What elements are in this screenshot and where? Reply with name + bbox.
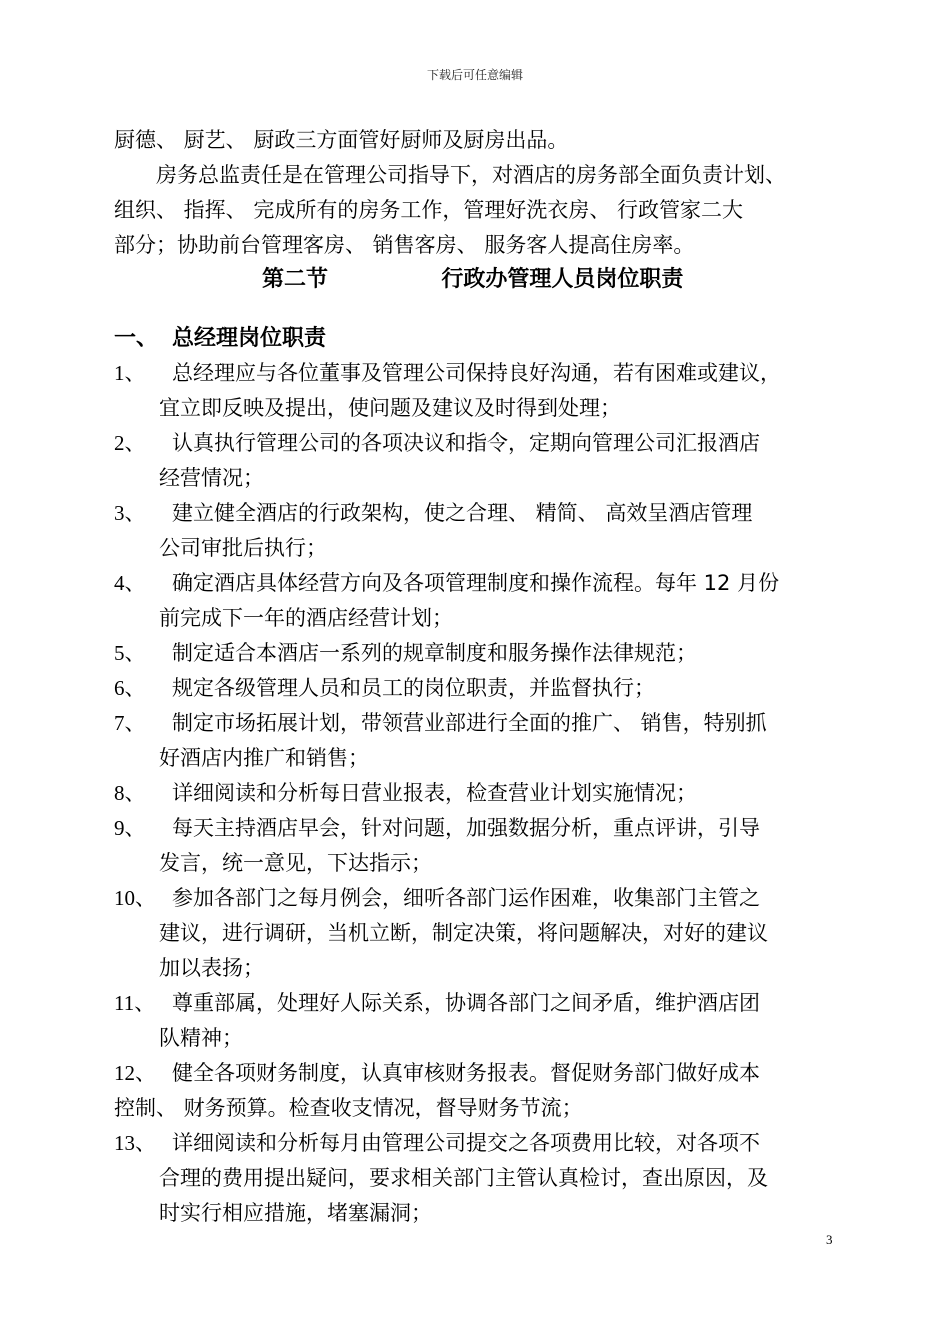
list-item [114, 988, 844, 1018]
subsection-heading [114, 323, 844, 354]
item-number: 2、 [114, 431, 146, 455]
list-item-continuation: 经营情况； [159, 466, 264, 490]
item-number: 9、 [114, 816, 146, 840]
section-title: 行政办管理人员岗位职责 [441, 267, 684, 292]
intro-line-4: 部分；协助前台管理客房、 销售客房、 服务客人提高住房率。 [114, 233, 695, 257]
list-item [114, 1058, 844, 1088]
list-item [114, 428, 844, 458]
item-number: 6、 [114, 676, 146, 700]
list-item [114, 778, 844, 808]
page-header-watermark: 下载后可任意编辑 [426, 68, 523, 82]
item-number: 11、 [114, 991, 156, 1015]
item-text: 详细阅读和分析每月由管理公司提交之各项费用比较，对各项不 [172, 1131, 760, 1155]
list-item-continuation: 合理的费用提出疑问，要求相关部门主管认真检讨，查出原因，及 [159, 1166, 768, 1190]
subsection-number: 一、 [114, 325, 159, 350]
item-text: 参加各部门之每月例会，细听各部门运作困难，收集部门主管之 [172, 886, 760, 910]
list-item-continuation: 建议，进行调研，当机立断，制定决策，将问题解决，对好的建议 [159, 921, 768, 945]
list-item-continuation: 前完成下一年的酒店经营计划； [159, 606, 453, 630]
intro-line-3: 组织、 指挥、 完成所有的房务工作，管理好洗衣房、 行政管家二大 [114, 198, 744, 222]
item-text: 总经理应与各位董事及管理公司保持良好沟通，若有困难或建议， [172, 361, 781, 385]
list-item-continuation: 时实行相应措施，堵塞漏洞； [159, 1201, 432, 1225]
list-item [114, 358, 844, 388]
list-item-continuation: 宜立即反映及提出，使问题及建议及时得到处理； [159, 396, 621, 420]
list-item-continuation: 发言，统一意见，下达指示； [159, 851, 432, 875]
list-item-continuation: 加以表扬； [159, 956, 264, 980]
item-number: 1、 [114, 361, 146, 385]
item-number: 3、 [114, 501, 146, 525]
list-item-continuation: 队精神； [159, 1026, 243, 1050]
intro-line-1: 厨德、 厨艺、 厨政三方面管好厨师及厨房出品。 [114, 128, 569, 152]
intro-line-2: 房务总监责任是在管理公司指导下，对酒店的房务部全面负责计划、 [114, 163, 786, 187]
item-text: 制定适合本酒店一系列的规章制度和服务操作法律规范； [172, 641, 697, 665]
list-item-continuation: 控制、 财务预算。检查收支情况，督导财务节流； [114, 1096, 583, 1120]
section-number: 第二节 [262, 267, 329, 292]
item-text: 制定市场拓展计划，带领营业部进行全面的推广、 销售，特别抓 [172, 711, 767, 735]
list-item [114, 568, 844, 598]
subsection-title: 总经理岗位职责 [172, 326, 327, 351]
item-text: 确定酒店具体经营方向及各项管理制度和操作流程。每年 12 月份 [172, 571, 780, 595]
item-number: 5、 [114, 641, 146, 665]
item-text: 健全各项财务制度，认真审核财务报表。督促财务部门做好成本 [172, 1061, 760, 1085]
list-item [114, 883, 844, 913]
list-item-continuation: 公司审批后执行； [159, 536, 327, 560]
item-text: 每天主持酒店早会，针对问题，加强数据分析，重点评讲，引导 [172, 816, 760, 840]
list-item-continuation: 好酒店内推广和销售； [159, 746, 369, 770]
section-heading [262, 265, 762, 295]
item-text: 规定各级管理人员和员工的岗位职责，并监督执行； [172, 676, 655, 700]
list-item [114, 1128, 844, 1158]
item-text: 尊重部属，处理好人际关系，协调各部门之间矛盾，维护酒店团 [172, 991, 760, 1015]
list-item [114, 498, 844, 528]
list-item [114, 673, 844, 703]
item-number: 10、 [114, 886, 156, 910]
list-item [114, 813, 844, 843]
item-text: 详细阅读和分析每日营业报表，检查营业计划实施情况； [172, 781, 697, 805]
item-number: 8、 [114, 781, 146, 805]
item-number: 4、 [114, 571, 146, 595]
item-number: 13、 [114, 1131, 156, 1155]
item-text: 建立健全酒店的行政架构，使之合理、 精简、 高效呈酒店管理 [172, 501, 753, 525]
list-item [114, 638, 844, 668]
list-item [114, 708, 844, 738]
page-number: 3 [826, 1232, 833, 1247]
item-text: 认真执行管理公司的各项决议和指令，定期向管理公司汇报酒店 [172, 431, 760, 455]
item-number: 12、 [114, 1061, 156, 1085]
item-number: 7、 [114, 711, 146, 735]
